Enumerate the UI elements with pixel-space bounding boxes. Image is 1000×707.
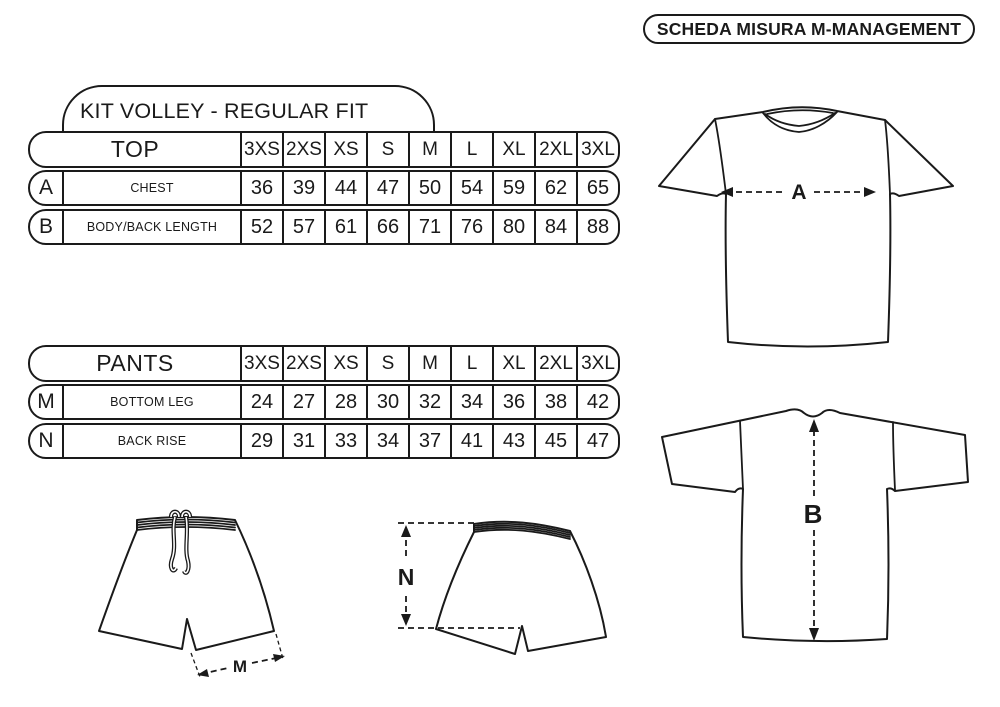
shorts-back-drawing (383, 500, 626, 672)
value-cell: 47 (366, 172, 408, 204)
value-cell: 39 (282, 172, 324, 204)
value-cell: 31 (282, 425, 324, 457)
size-header-cell: M (408, 133, 450, 166)
size-header-cell: 2XS (282, 347, 324, 380)
value-cell: 43 (492, 425, 534, 457)
size-header-cell: S (366, 133, 408, 166)
value-cell: 57 (282, 211, 324, 243)
row-letter: A (30, 172, 64, 204)
size-header-cell: 3XS (240, 133, 282, 166)
table-row-back-rise (28, 423, 620, 459)
value-cell: 36 (240, 172, 282, 204)
measure-label-a: A (791, 181, 807, 204)
value-cell: 37 (408, 425, 450, 457)
size-header-cell: 2XS (282, 133, 324, 166)
row-letter: B (30, 211, 64, 243)
tshirt-back-diagram (640, 390, 975, 673)
value-cell: 36 (492, 386, 534, 418)
top-table-header-row (28, 131, 620, 168)
size-header-cell: XL (492, 133, 534, 166)
value-cell: 52 (240, 211, 282, 243)
measure-label-m: M (232, 657, 248, 676)
size-header-cell: 2XL (534, 347, 576, 380)
table-name-pants: PANTS (96, 350, 174, 376)
value-cell: 34 (450, 386, 492, 418)
size-header-cell: L (450, 347, 492, 380)
value-cell: 24 (240, 386, 282, 418)
value-cell: 71 (408, 211, 450, 243)
tshirt-front-diagram (646, 98, 968, 363)
table-name-top: TOP (110, 136, 160, 162)
row-label: BACK RISE (117, 434, 187, 448)
pants-table-header-row (28, 345, 620, 382)
value-cell: 42 (576, 386, 618, 418)
value-cell: 38 (534, 386, 576, 418)
shorts-back-diagram (383, 500, 626, 677)
value-cell: 33 (324, 425, 366, 457)
value-cell: 29 (240, 425, 282, 457)
size-header-cell: XS (324, 347, 366, 380)
value-cell: 28 (324, 386, 366, 418)
shorts-front-diagram (85, 497, 320, 704)
tshirt-back-drawing (640, 390, 975, 668)
table-row-body-length (28, 209, 620, 245)
shorts-front-drawing (85, 497, 320, 699)
row-label: BOTTOM LEG (110, 395, 194, 409)
value-cell: 88 (576, 211, 618, 243)
size-header-cell: 2XL (534, 133, 576, 166)
row-letter: M (30, 386, 64, 418)
value-cell: 84 (534, 211, 576, 243)
size-header-cell: 3XS (240, 347, 282, 380)
value-cell: 41 (450, 425, 492, 457)
table-row-bottom-leg (28, 384, 620, 420)
size-header-cell: 3XL (576, 347, 618, 380)
size-header-cell: XS (324, 133, 366, 166)
kit-tab-label: KIT VOLLEY - REGULAR FIT (80, 99, 369, 123)
value-cell: 32 (408, 386, 450, 418)
size-header-cell: S (366, 347, 408, 380)
measure-label-n: N (397, 564, 415, 590)
size-header-cell: M (408, 347, 450, 380)
size-header-cell: XL (492, 347, 534, 380)
tshirt-front-drawing (646, 98, 968, 358)
value-cell: 59 (492, 172, 534, 204)
value-cell: 34 (366, 425, 408, 457)
measure-label-b: B (803, 499, 823, 529)
value-cell: 54 (450, 172, 492, 204)
row-label: BODY/BACK LENGTH (86, 220, 218, 234)
sheet-title (643, 14, 975, 44)
value-cell: 66 (366, 211, 408, 243)
value-cell: 50 (408, 172, 450, 204)
row-label: CHEST (130, 181, 174, 195)
value-cell: 44 (324, 172, 366, 204)
value-cell: 30 (366, 386, 408, 418)
value-cell: 62 (534, 172, 576, 204)
size-header-cell: L (450, 133, 492, 166)
value-cell: 65 (576, 172, 618, 204)
value-cell: 27 (282, 386, 324, 418)
row-letter: N (30, 425, 64, 457)
value-cell: 47 (576, 425, 618, 457)
value-cell: 80 (492, 211, 534, 243)
sheet-title-text: SCHEDA MISURA M-MANAGEMENT (656, 18, 962, 39)
size-header-cell: 3XL (576, 133, 618, 166)
value-cell: 76 (450, 211, 492, 243)
value-cell: 45 (534, 425, 576, 457)
table-row-chest (28, 170, 620, 206)
value-cell: 61 (324, 211, 366, 243)
